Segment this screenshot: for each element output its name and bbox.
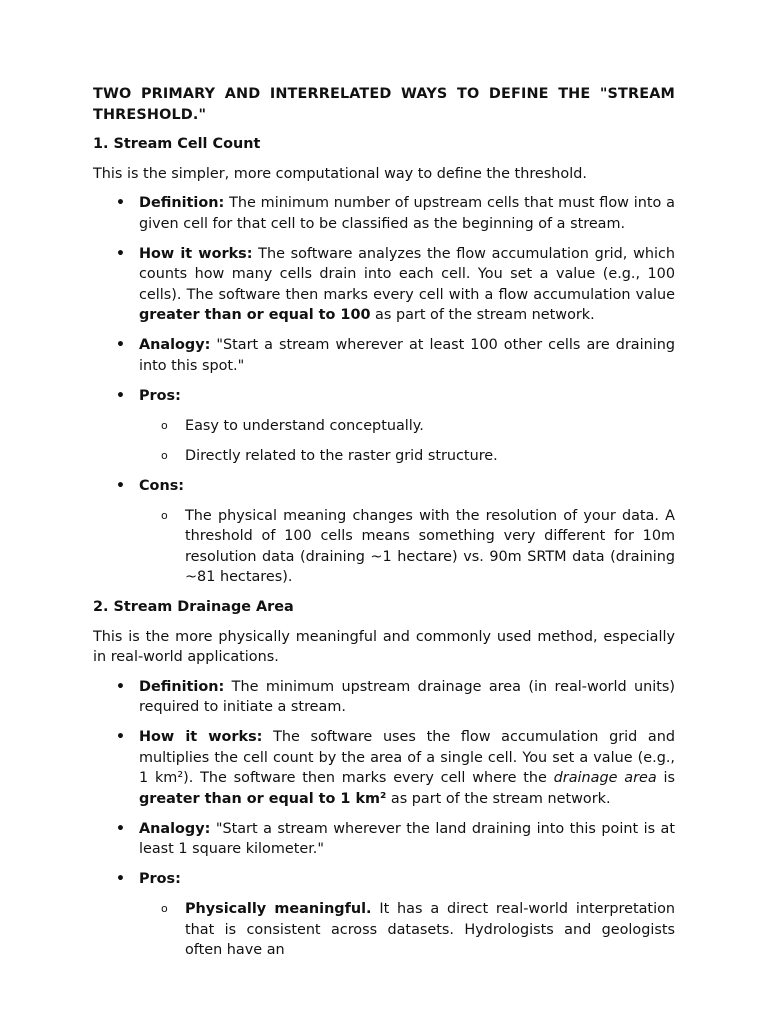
bullet-icon: • <box>116 387 125 404</box>
item-text: "Start a stream wherever at least 100 other cells are draining into this spot." <box>139 337 675 374</box>
list-item-how-it-works <box>93 727 675 809</box>
bullet-icon: • <box>116 195 125 211</box>
section-intro: This is the more physically meaningful and commonly used method, especially in real-world applications. <box>93 628 675 665</box>
bullet-icon: • <box>116 337 125 353</box>
item-text-tail: as part of the stream network. <box>386 790 611 807</box>
list-item-pros <box>93 869 675 961</box>
item-label: Pros: <box>139 387 181 404</box>
item-emphasis: greater than or equal to 1 km² <box>139 790 387 807</box>
item-text: "Start a stream wherever the land draining into this point is at least 1 square kilometer." <box>139 820 675 857</box>
item-text: The software uses the flow accumulation grid and multiplies the cell count by the area of a single cell. You set a value (e.g., 1 km²). The software then marks every cell where the <box>139 729 675 786</box>
sub-list <box>139 506 675 588</box>
item-label: How it works: <box>139 729 263 745</box>
list-item-definition <box>93 193 675 234</box>
section-intro: This is the simpler, more computational way to define the threshold. <box>93 165 587 182</box>
circle-bullet-icon: o <box>161 508 168 522</box>
list-item-analogy <box>93 819 675 860</box>
sub-item-text: Directly related to the raster grid structure. <box>185 447 498 464</box>
item-label: How it works: <box>139 245 253 262</box>
item-italic: drainage area <box>553 770 657 786</box>
section-heading-stream-drainage-area: 2. Stream Drainage Area <box>93 599 294 615</box>
bullet-list <box>93 677 675 961</box>
sub-item-emphasis: Physically meaningful. <box>185 901 372 917</box>
circle-bullet-icon: o <box>161 902 168 915</box>
list-item-cons <box>93 476 675 588</box>
sub-list <box>139 416 675 467</box>
list-item-pros <box>93 386 675 467</box>
sub-item-text: Easy to understand conceptually. <box>185 417 424 434</box>
section-heading-stream-cell-count: 1. Stream Cell Count <box>93 136 261 152</box>
sub-item-text: It has a direct real-world interpretation that is consistent across datasets. Hydrologists and geologists often have an <box>185 901 675 958</box>
sub-list-item <box>139 416 675 437</box>
document-page <box>93 84 675 970</box>
bullet-list <box>93 193 675 588</box>
circle-bullet-icon: o <box>161 448 168 462</box>
item-text-mid: is <box>656 770 675 786</box>
item-text: The software analyzes the flow accumulation grid, which counts how many cells drain into each cell. You set a value (e.g., 100 cells). The software then marks every cell with a flow accumulation value <box>139 245 675 303</box>
sub-list-item <box>139 506 675 588</box>
bullet-icon: • <box>116 871 125 887</box>
item-text: The minimum number of upstream cells that must flow into a given cell for that cell to be classified as the beginning of a stream. <box>139 195 675 232</box>
document-title: TWO PRIMARY AND INTERRELATED WAYS TO DEFINE THE "STREAM THRESHOLD." <box>93 86 675 123</box>
item-label: Pros: <box>139 871 181 887</box>
bullet-icon: • <box>116 678 125 695</box>
item-label: Definition: <box>139 678 225 695</box>
list-item-definition <box>93 677 675 718</box>
sub-list-item <box>139 899 675 961</box>
item-label: Cons: <box>139 477 185 494</box>
bullet-icon: • <box>116 477 125 494</box>
bullet-icon: • <box>116 820 125 837</box>
circle-bullet-icon: o <box>161 418 168 432</box>
item-label: Analogy: <box>139 337 211 353</box>
sub-item-text: The physical meaning changes with the resolution of your data. A threshold of 100 cells means something very different for 10m resolution data (draining ~1 hectare) vs. 90m SRTM data (draining ~81 hectares). <box>185 507 675 585</box>
sub-list <box>139 899 675 961</box>
list-item-analogy <box>93 335 675 376</box>
item-label: Analogy: <box>139 820 211 837</box>
item-emphasis: greater than or equal to 100 <box>139 307 371 323</box>
list-item-how-it-works <box>93 244 675 326</box>
item-label: Definition: <box>139 195 225 211</box>
item-text: The minimum upstream drainage area (in real-world units) required to initiate a stream. <box>139 678 675 715</box>
bullet-icon: • <box>116 245 125 262</box>
item-text-tail: as part of the stream network. <box>370 307 595 323</box>
sub-list-item <box>139 446 675 467</box>
bullet-icon: • <box>116 729 125 745</box>
